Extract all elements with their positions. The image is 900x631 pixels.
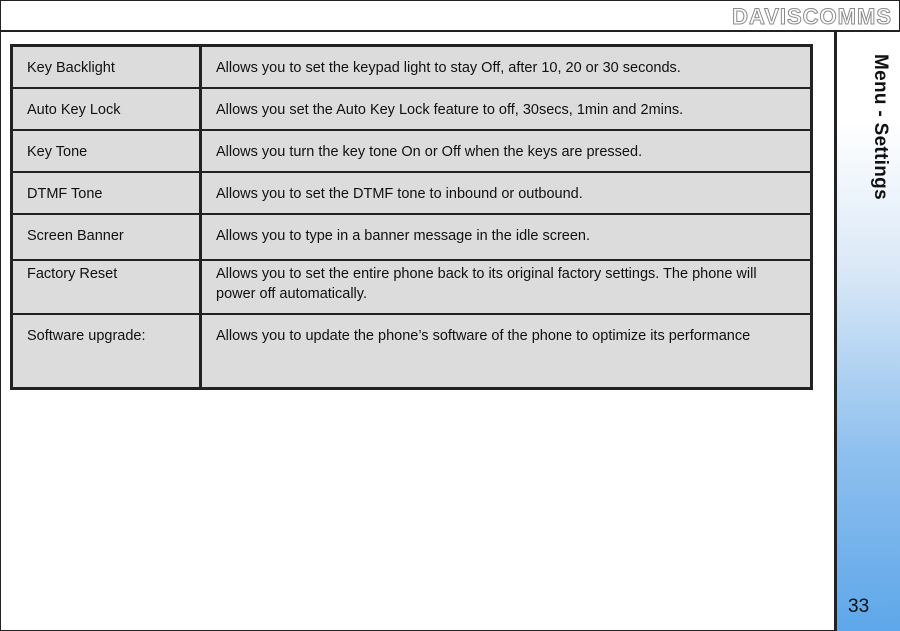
table-row <box>12 130 812 172</box>
setting-name: Screen Banner <box>12 214 201 260</box>
setting-description: Allows you to set the DTMF tone to inbound or outbound. <box>201 172 812 214</box>
table-row <box>12 314 812 388</box>
table-row <box>12 214 812 260</box>
setting-description: Allows you to set the keypad light to stay Off, after 10, 20 or 30 seconds. <box>201 46 812 89</box>
header-divider <box>0 30 900 32</box>
table-row <box>12 46 812 89</box>
table-row <box>12 88 812 130</box>
settings-table <box>10 44 813 390</box>
daviscomms-logo: DAVISCOMMS <box>732 4 892 29</box>
setting-description: Allows you set the Auto Key Lock feature to off, 30secs, 1min and 2mins. <box>201 88 812 130</box>
setting-description: Allows you to set the entire phone back to its original factory settings. The phone will power off automatically. <box>201 260 812 314</box>
setting-name: Key Backlight <box>12 46 201 89</box>
table-row <box>12 172 812 214</box>
sidebar-title: Menu - Settings <box>870 54 891 200</box>
setting-description: Allows you to update the phone’s software of the phone to optimize its performance <box>216 328 751 344</box>
setting-name: Factory Reset <box>12 260 201 314</box>
page-number: 33 <box>848 596 870 617</box>
table-row <box>12 260 812 314</box>
setting-name: Key Tone <box>12 130 201 172</box>
setting-description: Allows you turn the key tone On or Off when the keys are pressed. <box>201 130 812 172</box>
setting-description: Allows you to type in a banner message in the idle screen. <box>201 214 812 260</box>
setting-name: DTMF Tone <box>12 172 201 214</box>
setting-name: Auto Key Lock <box>12 88 201 130</box>
setting-name: Software upgrade: <box>12 314 201 388</box>
